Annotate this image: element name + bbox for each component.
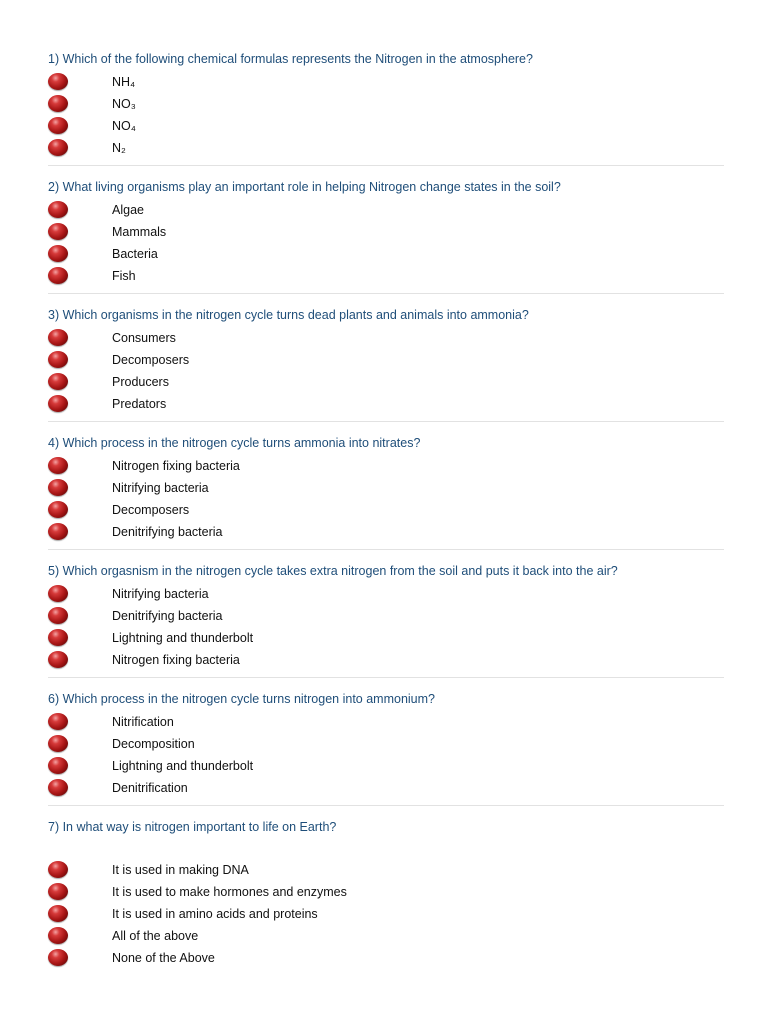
option-label: Nitrifying bacteria <box>112 587 209 601</box>
option-label: It is used in amino acids and proteins <box>112 907 318 921</box>
answer-option[interactable] <box>48 265 724 287</box>
option-label: NO₃ <box>112 97 136 111</box>
answer-option[interactable] <box>48 755 724 777</box>
answer-option[interactable] <box>48 371 724 393</box>
option-label: Consumers <box>112 331 176 345</box>
answer-option[interactable] <box>48 71 724 93</box>
option-label: None of the Above <box>112 951 215 965</box>
option-label: NH₄ <box>112 75 136 89</box>
answer-option[interactable] <box>48 349 724 371</box>
radio-button-icon[interactable] <box>48 949 68 966</box>
answer-option[interactable] <box>48 221 724 243</box>
option-label: Mammals <box>112 225 167 239</box>
answer-option[interactable] <box>48 711 724 733</box>
answer-option[interactable] <box>48 137 724 159</box>
radio-button-icon[interactable] <box>48 139 68 156</box>
radio-button-icon[interactable] <box>48 223 68 240</box>
option-label: Fish <box>112 269 136 283</box>
option-label: Decomposers <box>112 353 190 367</box>
radio-button-icon[interactable] <box>48 523 68 540</box>
question-4 <box>48 434 724 550</box>
question-7 <box>48 818 724 975</box>
option-label: Bacteria <box>112 247 158 261</box>
radio-button-icon[interactable] <box>48 779 68 796</box>
answer-option[interactable] <box>48 649 724 671</box>
radio-button-icon[interactable] <box>48 329 68 346</box>
answer-option[interactable] <box>48 881 724 903</box>
question-6 <box>48 690 724 806</box>
question-text: 3) Which organisms in the nitrogen cycle turns dead plants and animals into ammonia? <box>48 308 529 322</box>
question-text: 7) In what way is nitrogen important to life on Earth? <box>48 820 337 834</box>
question-3 <box>48 306 724 422</box>
answer-option[interactable] <box>48 393 724 415</box>
radio-button-icon[interactable] <box>48 927 68 944</box>
option-label: NO₄ <box>112 119 136 133</box>
radio-button-icon[interactable] <box>48 585 68 602</box>
option-label: Denitrification <box>112 781 188 795</box>
radio-button-icon[interactable] <box>48 201 68 218</box>
answer-option[interactable] <box>48 733 724 755</box>
radio-button-icon[interactable] <box>48 373 68 390</box>
answer-option[interactable] <box>48 199 724 221</box>
answer-option[interactable] <box>48 455 724 477</box>
radio-button-icon[interactable] <box>48 905 68 922</box>
radio-button-icon[interactable] <box>48 395 68 412</box>
answer-option[interactable] <box>48 605 724 627</box>
option-label: All of the above <box>112 929 199 943</box>
radio-button-icon[interactable] <box>48 73 68 90</box>
answer-option[interactable] <box>48 477 724 499</box>
option-label: It is used in making DNA <box>112 863 249 877</box>
option-label: Lightning and thunderbolt <box>112 631 254 645</box>
radio-button-icon[interactable] <box>48 883 68 900</box>
answer-option[interactable] <box>48 947 724 969</box>
answer-option[interactable] <box>48 583 724 605</box>
radio-button-icon[interactable] <box>48 351 68 368</box>
radio-button-icon[interactable] <box>48 607 68 624</box>
question-text: 6) Which process in the nitrogen cycle turns nitrogen into ammonium? <box>48 692 435 706</box>
answer-option[interactable] <box>48 243 724 265</box>
option-label: Nitrification <box>112 715 174 729</box>
question-text: 5) Which orgasnism in the nitrogen cycle takes extra nitrogen from the soil and puts it back into the air? <box>48 564 618 578</box>
answer-option[interactable] <box>48 115 724 137</box>
option-label: Decomposers <box>112 503 190 517</box>
option-label: Nitrifying bacteria <box>112 481 209 495</box>
quiz <box>48 50 724 987</box>
option-label: Denitrifying bacteria <box>112 609 223 623</box>
radio-button-icon[interactable] <box>48 267 68 284</box>
radio-button-icon[interactable] <box>48 501 68 518</box>
question-text: 4) Which process in the nitrogen cycle turns ammonia into nitrates? <box>48 436 421 450</box>
option-label: It is used to make hormones and enzymes <box>112 885 347 899</box>
question-2 <box>48 178 724 294</box>
option-label: Decomposition <box>112 737 195 751</box>
answer-option[interactable] <box>48 777 724 799</box>
question-5 <box>48 562 724 678</box>
option-label: Lightning and thunderbolt <box>112 759 254 773</box>
radio-button-icon[interactable] <box>48 479 68 496</box>
radio-button-icon[interactable] <box>48 457 68 474</box>
option-label: Nitrogen fixing bacteria <box>112 459 240 473</box>
radio-button-icon[interactable] <box>48 735 68 752</box>
answer-option[interactable] <box>48 93 724 115</box>
answer-option[interactable] <box>48 859 724 881</box>
radio-button-icon[interactable] <box>48 95 68 112</box>
option-label: Algae <box>112 203 144 217</box>
question-text: 2) What living organisms play an important role in helping Nitrogen change states in the soil? <box>48 180 561 194</box>
answer-option[interactable] <box>48 327 724 349</box>
radio-button-icon[interactable] <box>48 245 68 262</box>
radio-button-icon[interactable] <box>48 629 68 646</box>
answer-option[interactable] <box>48 925 724 947</box>
radio-button-icon[interactable] <box>48 651 68 668</box>
question-1 <box>48 50 724 166</box>
option-label: Denitrifying bacteria <box>112 525 223 539</box>
answer-option[interactable] <box>48 521 724 543</box>
radio-button-icon[interactable] <box>48 117 68 134</box>
option-label: Nitrogen fixing bacteria <box>112 653 240 667</box>
radio-button-icon[interactable] <box>48 861 68 878</box>
option-label: Predators <box>112 397 167 411</box>
option-label: Producers <box>112 375 169 389</box>
radio-button-icon[interactable] <box>48 713 68 730</box>
radio-button-icon[interactable] <box>48 757 68 774</box>
answer-option[interactable] <box>48 627 724 649</box>
answer-option[interactable] <box>48 903 724 925</box>
answer-option[interactable] <box>48 499 724 521</box>
option-label: N₂ <box>112 141 126 155</box>
question-text: 1) Which of the following chemical formulas represents the Nitrogen in the atmosphere? <box>48 52 533 66</box>
